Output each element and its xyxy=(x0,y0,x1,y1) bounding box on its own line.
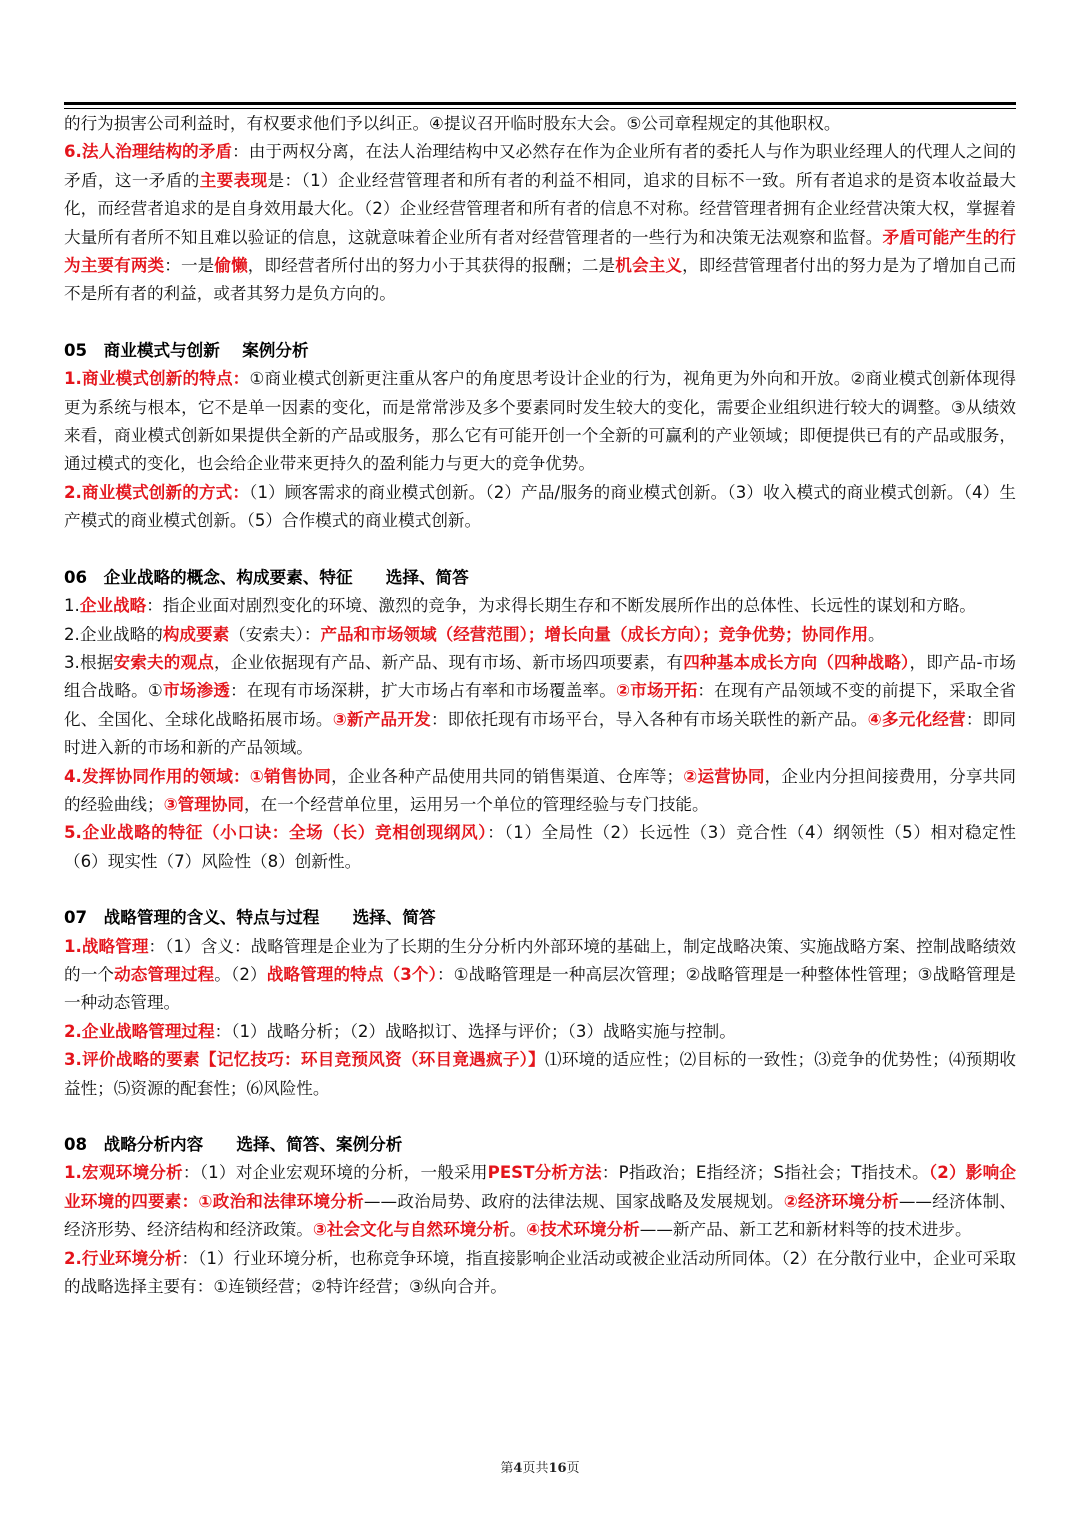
body-text: 1. xyxy=(64,596,80,616)
section-heading-06: 06 企业战略的概念、构成要素、特征 选择、简答 xyxy=(64,567,469,587)
highlight-text: 2.企业战略管理过程 xyxy=(64,1021,215,1041)
body-text: ——政治局势、政府的法律法规、国家战略及发展规划。 xyxy=(363,1191,784,1211)
section-heading-07: 07 战略管理的含义、特点与过程 选择、简答 xyxy=(64,908,436,928)
body-text: （安索夫）： xyxy=(229,624,321,644)
highlight-text: ③新产品开发 xyxy=(332,709,431,729)
highlight-text: 5.企业战略的特征（小口诀：全场（长）竞相创现纲风） xyxy=(64,823,488,843)
body-text: ：（1）对企业宏观环境的分析，一般采用 xyxy=(182,1163,488,1183)
highlight-text: 3.评价战略的要素【记忆技巧：环目竞预风资（环目竟遇疯子）】 xyxy=(64,1050,546,1070)
section-gap xyxy=(64,1103,1016,1131)
body-text: 。 xyxy=(868,624,885,644)
paragraph-strategy-traits xyxy=(64,819,1016,876)
body-text: ：（1）全局性（2）长远性（3）竞合性（4）纲领性（5）相对稳定性（6）现实性（7）风险性（8）创新性。 xyxy=(64,823,1016,871)
highlight-text: 偷懒 xyxy=(214,256,248,276)
paragraph-continuation: 的行为损害公司利益时，有权要求他们予以纠正。④提议召开临时股东大会。⑤公司章程规定的其他职权。 xyxy=(64,114,841,133)
body-text: ：①战略管理是一种高层次管理；②战略管理是一种整体性管理；③战略管理是一种动态管理。 xyxy=(64,964,1016,1013)
highlight-text: PEST分析方法 xyxy=(487,1163,602,1183)
highlight-text: 1.战略管理 xyxy=(64,936,149,956)
paragraph-strategic-management xyxy=(64,933,1016,1018)
paragraph-macro-environment xyxy=(64,1159,1016,1244)
body-text: 。（2） xyxy=(214,964,267,984)
highlight-text: ③社会文化与自然环境分析 xyxy=(312,1220,510,1240)
highlight-text: ③管理协同 xyxy=(163,794,244,814)
body-text: 3.根据 xyxy=(64,652,114,672)
highlight-text: 构成要素 xyxy=(162,624,230,644)
body-text: ：P指政治；E指经济；S指社会；T指技术。 xyxy=(601,1163,929,1183)
body-text: ：在现有市场深耕，扩大市场占有率和市场覆盖率。 xyxy=(230,681,617,701)
highlight-text: 主要表现 xyxy=(199,170,268,190)
footer-prefix: 第 xyxy=(500,1461,514,1476)
body-text: ——新产品、新工艺和新材料等的技术进步。 xyxy=(639,1220,972,1240)
highlight-text: 战略管理的特点（3个） xyxy=(266,964,437,984)
body-text: ：一是 xyxy=(164,256,215,276)
highlight-text: 6.法人治理结构的矛盾 xyxy=(64,142,233,162)
highlight-text: ②经济环境分析 xyxy=(783,1191,899,1211)
highlight-text: 安索夫的观点 xyxy=(113,652,215,672)
body-text: ：即依托现有市场平台，导入各种有市场关联性的新产品。 xyxy=(430,709,868,729)
paragraph-evaluation-factors xyxy=(64,1046,1016,1103)
highlight-text: 动态管理过程 xyxy=(114,964,215,984)
body-text: 是：（1）企业经营管理者和所有者的利益不相同，追求的目标不一致。所有者追求的是资本收益最大化，而经营者追求的是自身效用最大化。（2）企业经营管理者和所有者的信息不对称。经营管理者拥有企业经营决策大权，掌握着大量所有者所不知且难以验证的信息，这就意味着企业所有者对经营管理者的一些行为和决策无法观察和监督。 xyxy=(64,170,1017,247)
paragraph-strategy-definition xyxy=(64,592,1016,620)
paragraph-business-model-features xyxy=(64,365,1016,479)
highlight-text: 市场渗透 xyxy=(162,681,231,701)
body-text: ：指企业面对剧烈变化的环境、激烈的竞争，为求得长期生存和不断发展所作出的总体性、长远性的谋划和方略。 xyxy=(146,596,976,616)
body-text: ：（1）含义：战略管理是企业为了长期的生分分析内外部环境的基础上，制定战略决策、实施战略方案、控制战略绩效的一个 xyxy=(64,936,1016,984)
body-text: ，即经营者所付出的努力小于其获得的报酬；二是 xyxy=(247,256,616,276)
highlight-text: 机会主义 xyxy=(615,256,683,276)
highlight-text: 产品和市场领域（经营范围）；增长向量（成长方向）；竞争优势；协同作用 xyxy=(320,624,869,644)
body-text: ，企业各种产品使用共同的销售渠道、仓库等； xyxy=(331,766,684,786)
footer-suffix: 页 xyxy=(566,1461,580,1476)
body-text: ，在一个经营单位里，运用另一个单位的管理经验与专门技能。 xyxy=(244,794,709,814)
body-text: ，企业内分担间接费用，分享共同的经验曲线； xyxy=(64,766,1017,814)
footer-mid: 页共 xyxy=(522,1461,549,1476)
body-text: ：由于两权分离，在法人治理结构中又必然存在作为企业所有者的委托人与作为职业经理人的代理人之间的矛盾，这一矛盾的 xyxy=(64,142,1016,190)
section-gap xyxy=(64,876,1016,904)
paragraph-industry-environment xyxy=(64,1245,1016,1302)
paragraph-business-model-ways xyxy=(64,479,1016,536)
body-text: （1）顾客需求的商业模式创新。（2）产品/服务的商业模式创新。（3）收入模式的商业模式创新。（4）生产模式的商业模式创新。（5）合作模式的商业模式创新。 xyxy=(64,482,1016,531)
body-text: ：在现有产品领域不变的前提下，采取全省化、全国化、全球化战略拓展市场。 xyxy=(64,681,1017,729)
section-heading-08: 08 战略分析内容 选择、简答、案例分析 xyxy=(64,1135,403,1154)
highlight-text: 2.行业环境分析 xyxy=(64,1248,182,1268)
highlight-text: ④多元化经营 xyxy=(867,709,966,729)
footer-total-pages: 16 xyxy=(548,1461,567,1476)
section-gap xyxy=(64,309,1016,337)
body-text: ：（1）行业环境分析，也称竞争环境，指直接影响企业活动或被企业活动所同体。（2）在分散行业中，企业可采取的战略选择主要有：①连锁经营；②特许经营；③纵向合并。 xyxy=(64,1248,1016,1297)
header-rule-thick xyxy=(64,102,1016,105)
body-text: 2.企业战略的 xyxy=(64,624,163,644)
page-footer xyxy=(0,1457,1080,1476)
highlight-text: ①销售协同 xyxy=(249,766,332,786)
highlight-text: 4.发挥协同作用的领域： xyxy=(64,766,250,786)
highlight-text: （2）影响企业环境的四要素：①政治和法律环境分析 xyxy=(64,1163,1016,1211)
body-text: ，即产品-市场组合战略。① xyxy=(64,652,1017,701)
paragraph-ansoff-growth xyxy=(64,649,1016,763)
body-text: ，企业依据现有产品、新产品、现有市场、新市场四项要素，有 xyxy=(214,652,684,672)
paragraph-management-process xyxy=(64,1018,1016,1046)
body-text: ：（1）战略分析；（2）战略拟订、选择与评价；（3）战略实施与控制。 xyxy=(214,1021,736,1041)
body-text: ，即经营管理者付出的努力是为了增加自己而不是所有者的利益，或者其努力是负方向的。 xyxy=(64,256,1017,304)
page-content xyxy=(64,110,1016,1301)
body-text: ——经济体制、经济形势、经济结构和经济政策。 xyxy=(64,1191,1017,1240)
highlight-text: ④技术环境分析 xyxy=(526,1220,640,1240)
highlight-text: 矛盾可能产生的行为主要有两类 xyxy=(64,227,1017,276)
body-text: 。 xyxy=(509,1220,527,1240)
highlight-text: ②市场开拓 xyxy=(616,681,698,701)
highlight-text: 四种基本成长方向（四种战略） xyxy=(683,652,910,672)
highlight-text: 2.商业模式创新的方式： xyxy=(64,482,250,502)
highlight-text: ②运营协同 xyxy=(683,766,765,786)
paragraph-governance-conflict xyxy=(64,138,1016,308)
header-rule-thin xyxy=(64,108,1016,109)
highlight-text: 1.商业模式创新的特点： xyxy=(64,369,250,389)
body-text: ①商业模式创新更注重从客户的角度思考设计企业的行为，视角更为外向和开放。②商业模式创新体现得更为系统与根本，它不是单一因素的变化，而是常常涉及多个要素同时发生较大的变化，需要企业组织进行较大的调整。③从绩效来看，商业模式创新如果提供全新的产品或服务，那么它有可能开创一个全新的可赢利的产业领域；即便提供已有的产品或服务，通过模式的变化，也会给企业带来更持久的盈利能力与更大的竞争优势。 xyxy=(64,369,1017,474)
paragraph-strategy-elements xyxy=(64,621,1016,649)
section-heading-05: 05 商业模式与创新 案例分析 xyxy=(64,340,309,360)
footer-page-number: 4 xyxy=(513,1461,523,1476)
paragraph-synergy xyxy=(64,763,1016,820)
body-text: ⑴环境的适应性；⑵目标的一致性；⑶竞争的优势性；⑷预期收益性；⑸资源的配套性；⑹风险性。 xyxy=(64,1050,1016,1098)
highlight-text: 1.宏观环境分析 xyxy=(64,1163,183,1183)
body-text: ：即同时进入新的市场和新的产品领域。 xyxy=(64,709,1017,758)
highlight-text: 企业战略 xyxy=(79,596,147,616)
section-gap xyxy=(64,536,1016,564)
